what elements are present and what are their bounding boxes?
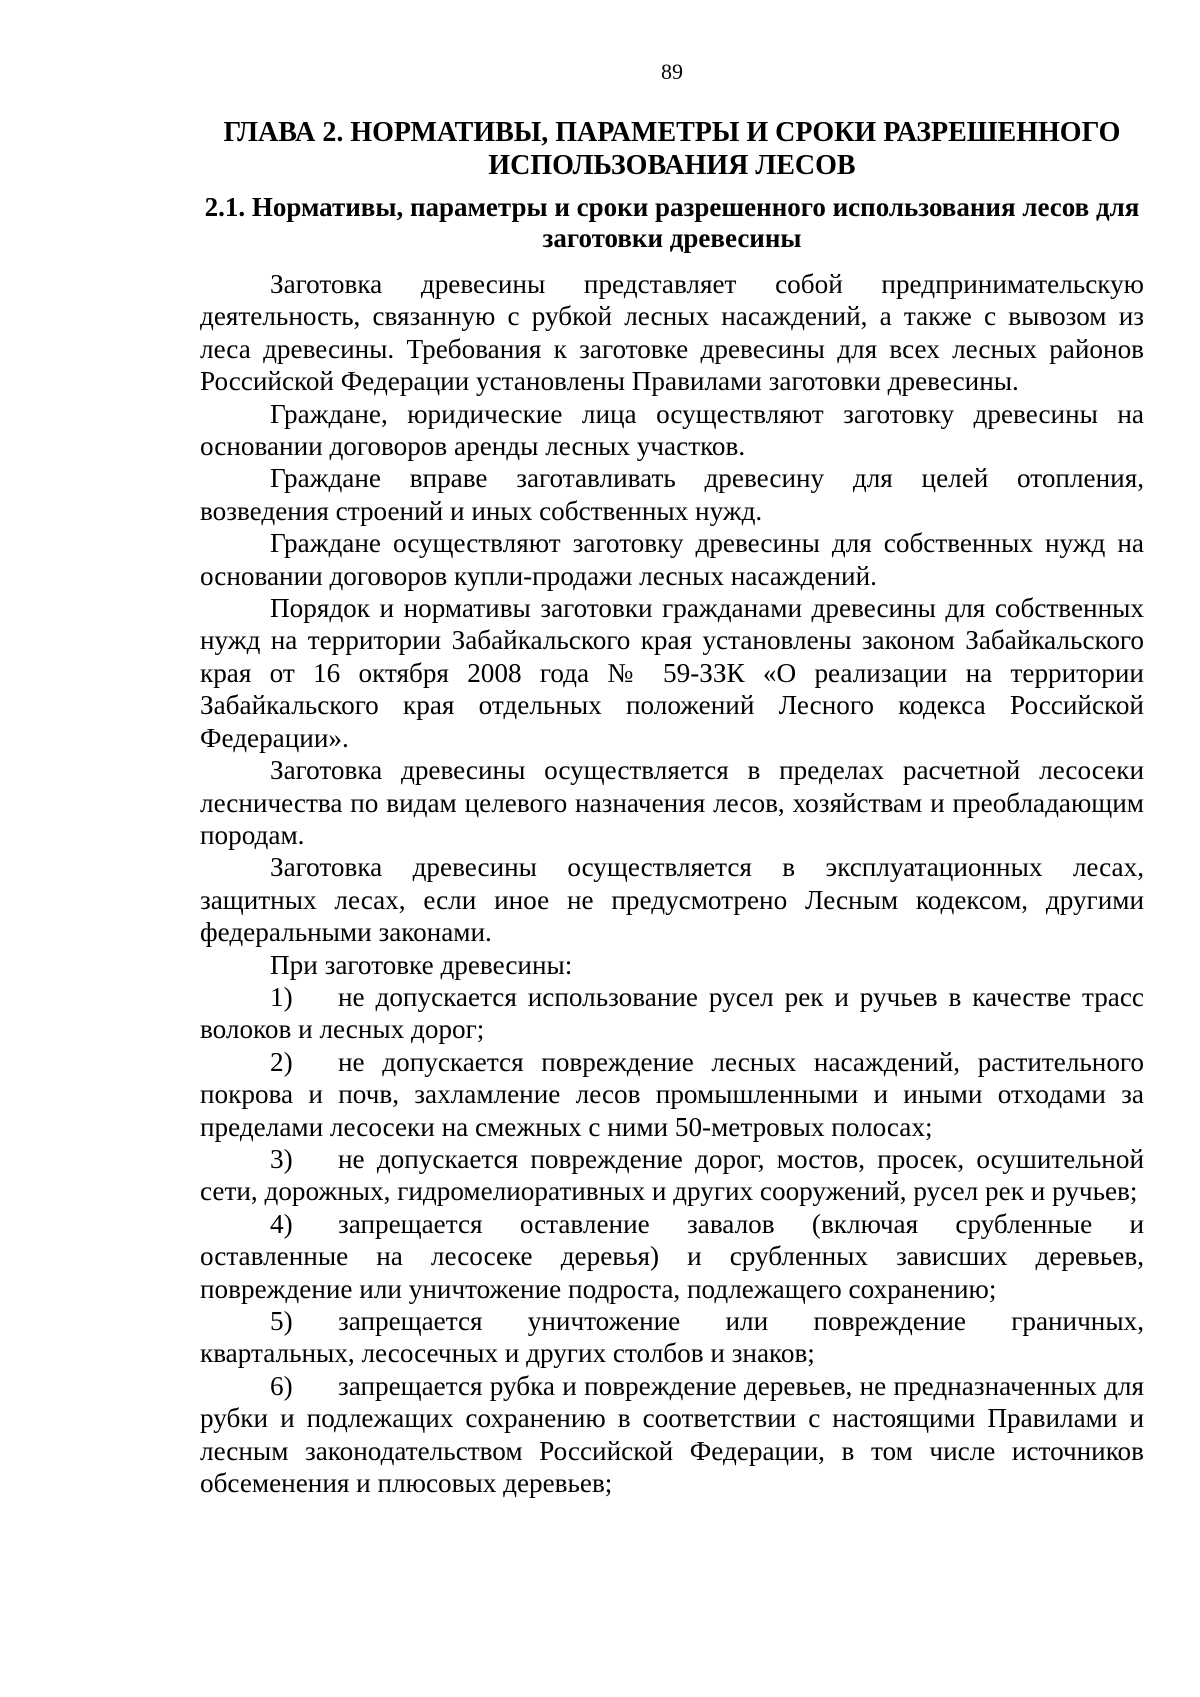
body-text: [200, 268, 1144, 1499]
list-item: [200, 1046, 1144, 1143]
list-item: [200, 1305, 1144, 1370]
list-item-number: 5): [270, 1306, 293, 1336]
paragraph: Порядок и нормативы заготовки гражданами древесины для собственных нужд на территории Забайкальского края установлены законом Забайкальского края от 16 октября 2008 года № 59-ЗЗК «О реализации на территории Забайкальского края отдельных положений Лесного кодекса Российской Федерации».: [200, 593, 1144, 753]
list-item-text: не допускается повреждение лесных насаждений, растительного покрова и почв, захламление лесов промышленными и иными отходами за пределами лесосеки на смежных с ними 50-метровых полосах;: [200, 1046, 1144, 1142]
paragraph: Граждане осуществляют заготовку древесины для собственных нужд на основании договоров купли-продажи лесных насаждений.: [200, 528, 1144, 591]
list-item-text: не допускается использование русел рек и ручьев в качестве трасс волоков и лесных дорог;: [200, 981, 1144, 1045]
list-item-text: запрещается рубка и повреждение деревьев, не предназначенных для рубки и подлежащих сохранению в соответствии с настоящими Правилами и лесным законодательством Российской Федерации, в том числе источников обсеменения и плюсовых деревьев;: [200, 1370, 1144, 1499]
list-item: [200, 1143, 1144, 1208]
list-item-number: 2): [270, 1046, 293, 1077]
list-item: [200, 1208, 1144, 1305]
list-item: [200, 1370, 1144, 1500]
list-item-text: не допускается повреждение дорог, мостов, просек, осушительной сети, дорожных, гидромелиоративных и других сооружений, русел рек и ручьев;: [200, 1143, 1144, 1207]
section-title: 2.1. Нормативы, параметры и сроки разрешенного использования лесов для заготовки древесины: [204, 192, 1140, 253]
page-number: 89: [661, 59, 683, 84]
paragraph: Заготовка древесины осуществляется в пределах расчетной лесосеки лесничества по видам целевого назначения лесов, хозяйствам и преобладающим породам.: [200, 755, 1144, 850]
list-item-text: запрещается оставление завалов (включая срубленные и оставленные на лесосеке деревья) и срубленных зависших деревьев, повреждение или уничтожение подроста, подлежащего сохранению;: [200, 1208, 1144, 1304]
paragraph: При заготовке древесины:: [270, 949, 573, 980]
paragraph: Заготовка древесины осуществляется в эксплуатационных лесах, защитных лесах, если иное не предусмотрено Лесным кодексом, другими федеральными законами.: [200, 852, 1144, 948]
list-item-number: 6): [270, 1370, 293, 1401]
list-item-number: 3): [270, 1143, 293, 1174]
paragraph: Заготовка древесины представляет собой предпринимательскую деятельность, связанную с рубкой лесных насаждений, а также с вывозом из леса древесины. Требования к заготовке древесины для всех лесных районов Российской Федерации установлены Правилами заготовки древесины.: [200, 269, 1144, 397]
chapter-title: ГЛАВА 2. НОРМАТИВЫ, ПАРАМЕТРЫ И СРОКИ РАЗРЕШЕННОГО ИСПОЛЬЗОВАНИЯ ЛЕСОВ: [223, 117, 1121, 181]
list-item-text: запрещается уничтожение или повреждение граничных, квартальных, лесосечных и других столбов и знаков;: [200, 1306, 1144, 1369]
list-item-number: 1): [270, 981, 293, 1012]
list-item: [200, 981, 1144, 1046]
paragraph: Граждане вправе заготавливать древесину для целей отопления, возведения строений и иных собственных нужд.: [200, 463, 1144, 526]
paragraph: Граждане, юридические лица осуществляют заготовку древесины на основании договоров аренды лесных участков.: [200, 398, 1144, 462]
list-item-number: 4): [270, 1208, 293, 1239]
